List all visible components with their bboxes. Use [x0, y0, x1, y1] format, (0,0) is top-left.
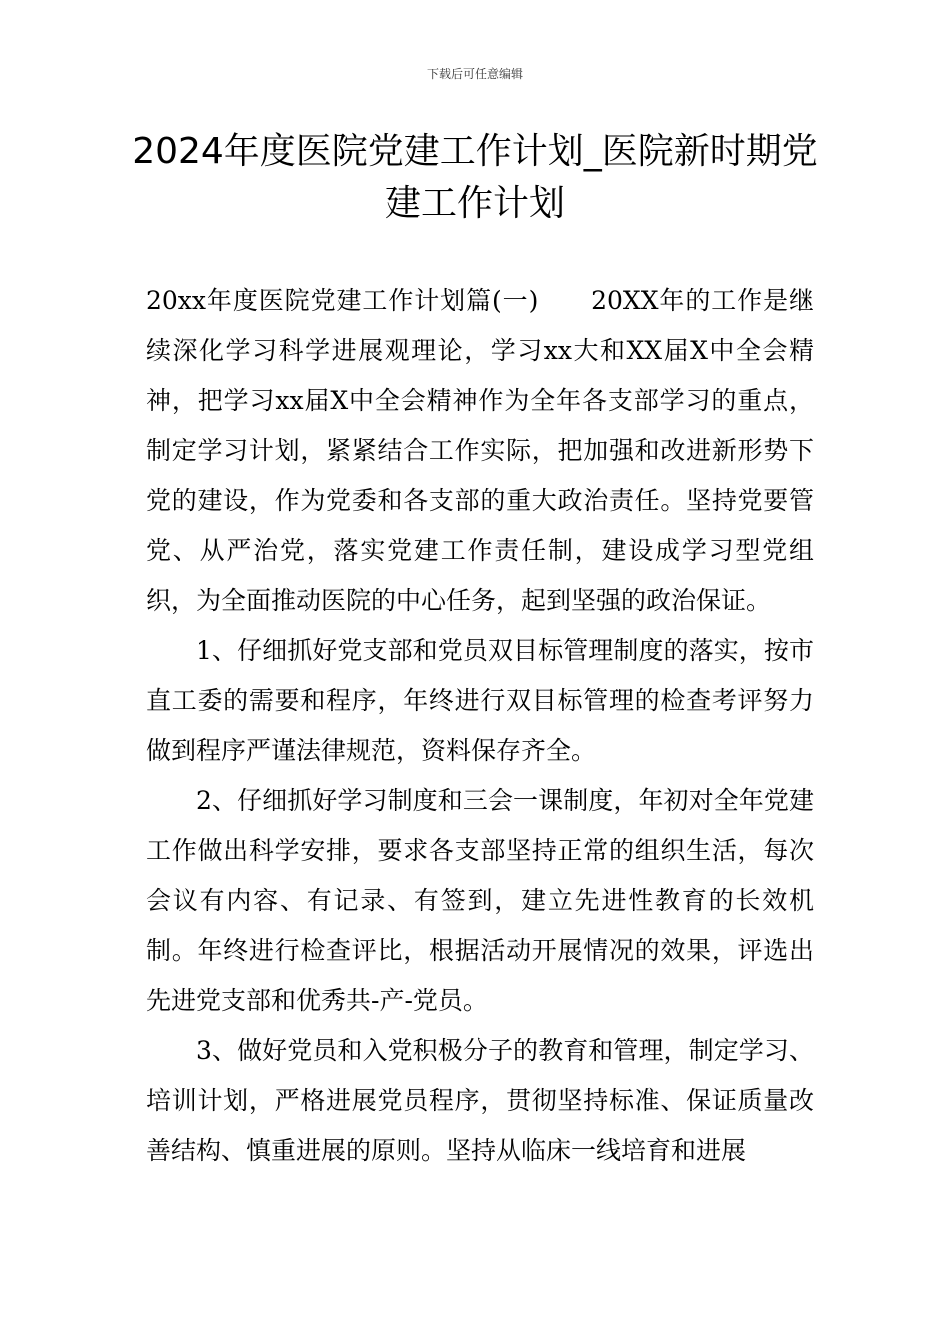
item-paragraph-3: 3、做好党员和入党积极分子的教育和管理，制定学习、培训计划，严格进展党员程序，贯彻坚持标准、保证质量改善结构、慎重进展的原则。坚持从临床一线培育和进展 [146, 1036, 814, 1165]
item-paragraph-1: 1、仔细抓好党支部和党员双目标管理制度的落实，按市直工委的需要和程序，年终进行双目标管理的检查考评努力做到程序严谨法律规范，资料保存齐全。 [146, 636, 814, 765]
intro-paragraph: 20xx年度医院党建工作计划篇(一) 20XX年的工作是继续深化学习科学进展观理论，学习xx大和XX届X中全会精神，把学习xx届X中全会精神作为全年各支部学习的重点，制定学习计划，紧紧结合工作实际，把加强和改进新形势下党的建设，作为党委和各支部的重大政治责任。坚持党要管党、从严治党，落实党建工作责任制，建设成学习型党组织，为全面推动医院的中心任务，起到坚强的政治保证。 [146, 286, 814, 615]
document-title: 2024年度医院党建工作计划_医院新时期党建工作计划 [132, 131, 818, 224]
header-note: 下载后可任意编辑 [426, 67, 523, 81]
item-paragraph-2: 2、仔细抓好学习制度和三会一课制度，年初对全年党建工作做出科学安排，要求各支部坚持正常的组织生活，每次会议有内容、有记录、有签到，建立先进性教育的长效机制。年终进行检查评比，根据活动开展情况的效果，评选出先进党支部和优秀共-产-党员。 [146, 786, 814, 1015]
document-body [146, 276, 814, 1176]
